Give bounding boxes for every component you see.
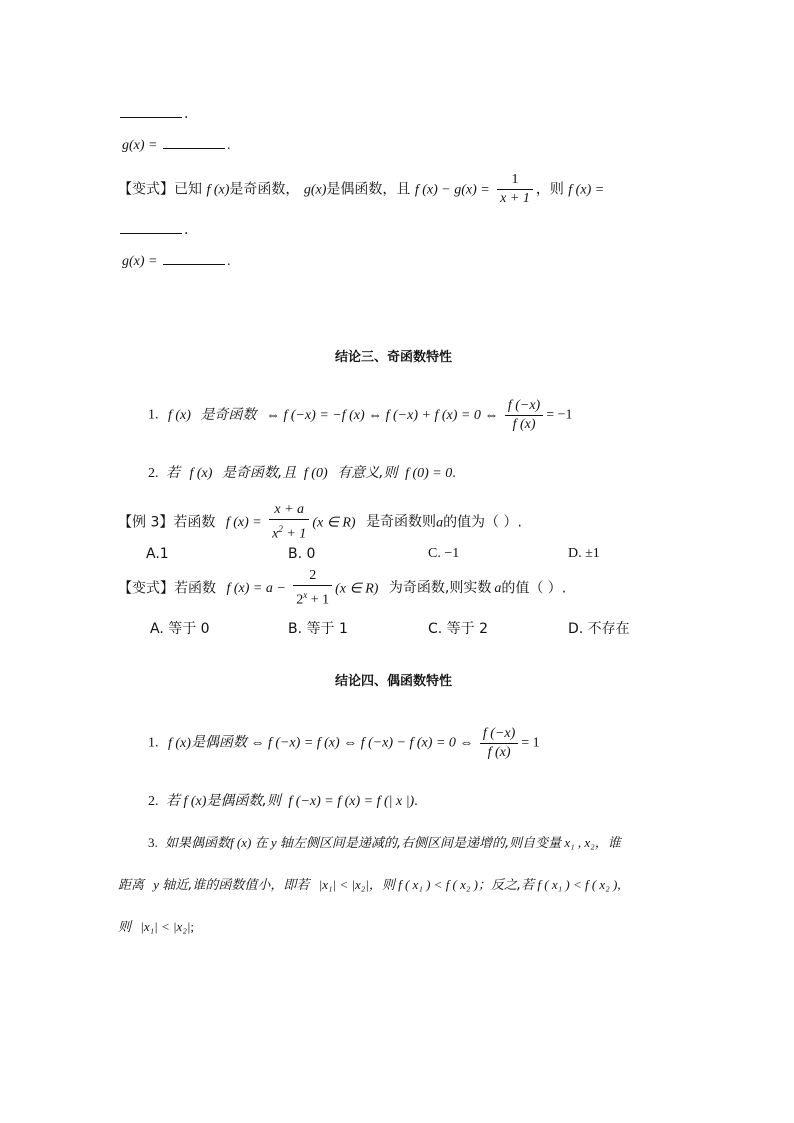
item-text: 是偶函数: [190, 734, 247, 751]
fraction-den: f (x): [512, 417, 536, 432]
math-inequality: f ( x₁ ) < f ( x₂ ): [398, 877, 479, 892]
punct: .: [414, 794, 418, 809]
section4-item1: [148, 726, 540, 761]
item-text: 是奇函数: [200, 406, 257, 423]
fraction-den-sup: x: [303, 590, 308, 600]
section3-title: 结论三、奇函数特性: [335, 350, 453, 365]
variant-text: 是奇函数，: [229, 181, 300, 198]
fraction-den: x + 1: [500, 191, 530, 206]
section4-item3-line1: [148, 832, 621, 851]
math-result: f (0) = 0: [405, 466, 453, 481]
variant-bracket: 【变式】: [118, 181, 174, 198]
punct: ,: [617, 877, 621, 892]
item-text: 是奇函数,且: [221, 465, 297, 481]
item-text: ，则: [368, 878, 395, 893]
punct: .: [227, 138, 231, 153]
item-text: 如果偶函数: [165, 836, 231, 851]
section4-item3-line3: [118, 916, 194, 935]
fraction-num: f (−x): [505, 398, 543, 416]
math-inequality: |x₁| < |x₂|: [318, 877, 369, 892]
math-y: y: [270, 835, 277, 850]
fraction-den-sup: 2: [278, 524, 283, 534]
punct: .: [227, 254, 231, 269]
math-fx: f (x): [168, 407, 191, 423]
math-fx: f (x): [206, 182, 230, 198]
fraction-num: x + a: [269, 502, 309, 520]
fraction-den-base: x: [272, 526, 279, 542]
variant-text: 是偶函数，且: [326, 181, 411, 198]
fraction: [293, 568, 332, 609]
answer-blank: [163, 147, 225, 149]
fraction-num: 1: [497, 172, 533, 190]
math-domain: (x ∈ R): [335, 581, 379, 597]
variant-text: ，则: [535, 181, 564, 198]
example3-line: [118, 502, 522, 543]
answer-blank: [120, 232, 182, 234]
variant1-line: [118, 172, 604, 207]
item-text: 在: [254, 836, 268, 851]
math-fx: f (x): [230, 835, 252, 850]
g-lhs: g(x) =: [122, 254, 158, 269]
item-number: 3.: [148, 835, 158, 850]
fraction: [505, 398, 543, 433]
variant1-g-line: [122, 254, 231, 270]
variant-text: 已知: [174, 181, 202, 198]
math-chain: ⇔ f (−x) = f (x) ⇔ f (−x) − f (x) = 0 ⇔: [250, 735, 474, 751]
section3-item2: [148, 462, 456, 482]
math-x12: x₁ , x₂: [564, 835, 595, 850]
punct: .: [184, 106, 189, 122]
item-text: 距离: [118, 878, 145, 893]
answer-blank: [163, 263, 225, 265]
item-text: ；反之,若: [478, 878, 535, 893]
fraction-num: 2: [293, 568, 332, 586]
variant2-line: [118, 568, 566, 609]
math-fx: f (x): [168, 735, 191, 751]
item-text: 轴近,谁的函数值小，即若: [162, 878, 310, 893]
g-lhs: g(x) =: [122, 138, 158, 153]
variant-bracket: 【变式】: [118, 580, 174, 597]
example-text: 若函数: [173, 514, 216, 531]
item-text: 是偶函数,则: [206, 793, 281, 809]
math-chain: ⇔ f (−x) = −f (x) ⇔ f (−x) + f (x) = 0 ⇔: [265, 407, 499, 423]
math-y: y: [153, 877, 160, 892]
section4-item3-line2: [118, 874, 621, 893]
math-inequality: f ( x₁ ) < f ( x₂ ): [537, 877, 618, 892]
math-gx: g(x): [303, 182, 327, 198]
math-equation: f (x) − g(x) =: [414, 182, 490, 198]
item-text: 轴左侧区间是递减的,右侧区间是递增的,则自变量: [279, 836, 562, 851]
fraction-den: f (x): [487, 745, 511, 760]
math-lhs: f (x) = a −: [226, 581, 286, 597]
item-text: 则: [118, 920, 132, 935]
variant-text: 的值（ ）.: [501, 580, 567, 597]
punct: .: [452, 466, 456, 481]
item-number: 1.: [148, 407, 159, 423]
math-tail: = 1: [521, 735, 540, 751]
example-text: 的值为（ ）.: [443, 514, 522, 531]
math-var: a: [436, 515, 444, 531]
item-number: 2.: [148, 794, 159, 809]
fraction-den-tail: + 1: [286, 526, 307, 542]
section4-title: 结论四、偶函数特性: [335, 674, 453, 689]
item-text: 若: [166, 793, 180, 809]
math-var: a: [494, 581, 502, 597]
punct: .: [184, 222, 189, 238]
example-text: 是奇函数则: [366, 514, 437, 531]
item-text: 有意义,则: [337, 465, 398, 481]
example-bracket: 【例 3】: [118, 514, 174, 531]
fraction: [497, 172, 533, 207]
fraction-den-base: 2: [296, 592, 304, 608]
math-lhs: f (x) =: [225, 515, 262, 531]
fraction: [269, 502, 309, 543]
option-a[interactable]: A. 等于 0: [150, 621, 210, 637]
math-domain: (x ∈ R): [312, 515, 356, 531]
math-result: f (−x) = f (x) = f (| x |): [288, 794, 415, 809]
math-tail: = −1: [546, 407, 573, 423]
fraction-num: f (−x): [480, 726, 518, 744]
item-text: ，谁: [594, 836, 621, 851]
item-number: 2.: [148, 466, 159, 481]
option-b[interactable]: B. 0: [288, 546, 316, 562]
item-text: 若: [166, 465, 180, 481]
top-blank-line: [120, 106, 188, 122]
math-f0: f (0): [303, 466, 328, 481]
option-c[interactable]: C. 等于 2: [428, 621, 489, 637]
math-inequality: |x₁| < |x₂|: [140, 919, 191, 934]
option-a[interactable]: A.1: [146, 546, 169, 562]
item-number: 1.: [148, 735, 159, 751]
answer-blank: [120, 116, 182, 118]
section3-item1: [148, 398, 573, 433]
math-fx: f (x): [183, 794, 207, 809]
variant-text: 若函数: [174, 580, 216, 597]
section4-item2: [148, 790, 418, 810]
top-g-line: [122, 138, 231, 154]
option-d[interactable]: D. ±1: [568, 546, 600, 561]
fraction-den-tail: + 1: [310, 592, 330, 608]
math-fx-eq: f (x) =: [568, 182, 605, 198]
option-d[interactable]: D. 不存在: [568, 621, 630, 637]
math-fx: f (x): [189, 466, 213, 481]
option-c[interactable]: C. −1: [428, 546, 460, 561]
variant1-blank-line: [120, 222, 188, 238]
punct: ;: [190, 919, 195, 934]
fraction: [480, 726, 518, 761]
option-b[interactable]: B. 等于 1: [288, 621, 348, 637]
variant-text: 为奇函数,则实数: [388, 580, 492, 597]
